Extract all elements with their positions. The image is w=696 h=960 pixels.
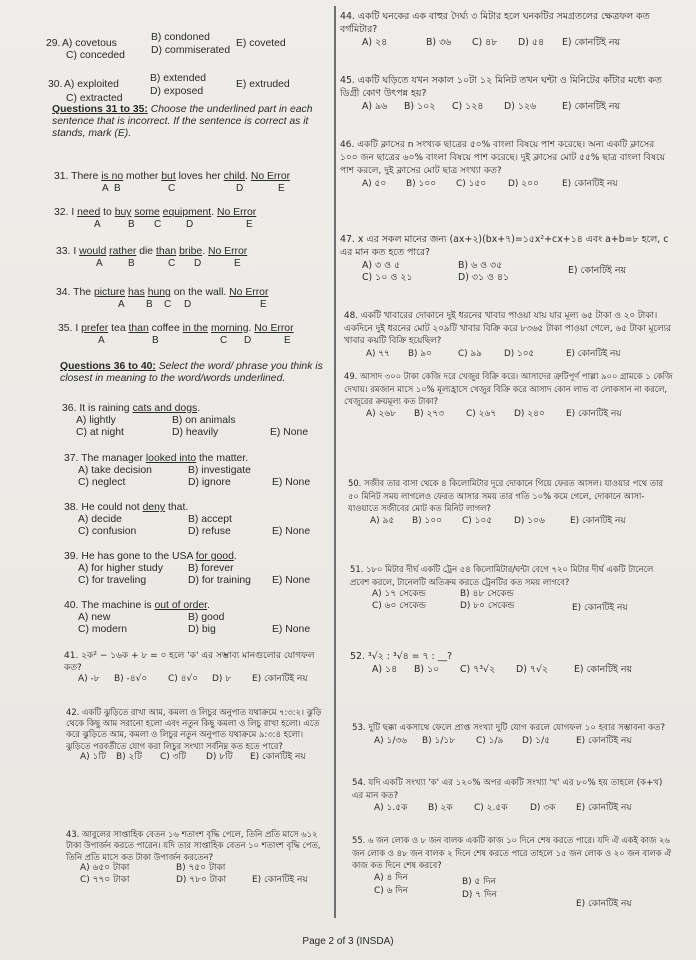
question-37: 37. The manager looked into the matter. A) take decision B) investigate C) neglect D) ignore E) None <box>64 453 311 489</box>
question-47: 47. x এর সকল মানের জন্য (ax+২)(bx+৭)=১৫x²+cx+১৪ এবং a+b=৮ হলে, c এর মান কত হতে পারে? A) ৩ ও ৫ B) ৬ ও ৩৫ C) ১০ ও ২১ D) ৩১ ও ৪১ E) কোনটিই নয় <box>340 234 669 283</box>
question-36: 36. It is raining cats and dogs. A) lightly B) on animals C) at night D) heavily E) None <box>62 403 309 439</box>
answer-letters: A B C D E <box>118 299 267 311</box>
question-48: 48. একটি খাবারের দোকানে দুই ধরনের খাবার পাওয়া যায় যার মূল্য ৬৫ টাকা ও ২০ টাকা। একদিনে দুই ধরনের মোট ২০৯টি খাবার বিক্রি করে ৮৩৬৫ টাকা পাওয়া গেলে, ৬৫ টাকা মূল্যের খাবার কয়টি বিক্রি হয়েছিল? A) ৭৭ B) ৯০ C) ৯৯ D) ১০৫ E) কোনটিই নয় <box>344 311 671 359</box>
question-33: 33. I would rather die than bribe. No Error A B C D E <box>56 246 332 270</box>
question-39: 39. He has gone to the USA for good. A) for higher study B) forever C) for traveling D) for training E) None <box>64 551 311 587</box>
question-55: 55. ৬ জন লোক ও ৮ জন বালক একটি কাজ ১০ দিনে শেষ করতে পারে। যদি ঐ একই কাজ ২৬ জন লোক ও ৪৮ জন বালক ২ দিনে শেষ করতে পারে তাহলে ১৫ জন লোক ও ২০ জন বালক ঐ কাজ কত দিনে শেষ করবে? A) ৪ দিন B) ৫ দিন C) ৬ দিন D) ৭ দিন E) কোনটিই নয় <box>352 835 671 909</box>
question-53: 53. দুটি ছক্কা একসাথে ফেলে প্রাপ্ত সংখ্যা দুটি যোগ করলে যোগফল ১০ হবার সম্ভাবনা কত? A) ১/৩৬ B) ১/১৮ C) ১/৯ D) ১/৫ E) কোনটিই নয় <box>352 723 666 746</box>
question-40: 40. The machine is out of order. A) new B) good C) modern D) big E) None <box>64 600 311 636</box>
question-52: 52. ³√২ : ³√৪ = ৭ : __? A) ১৪ B) ১০ C) ৭³√২ D) ৭√২ E) কোনটিই নয় <box>350 651 633 675</box>
question-34: 34. The picture has hung on the wall. No Error A B C D E <box>56 287 332 311</box>
question-45: 45. একটি ঘড়িতে যখন সকাল ১০টা ১২ মিনিট তখন ঘন্টা ও মিনিটের কাঁটার মধ্যে কত ডিগ্রী কোণ উৎপন্ন হয়? A) ৯৬ B) ১০২ C) ১২৪ D) ১২৬ E) কোনটিই নয় <box>340 75 662 112</box>
question-49: 49. আসাদ ৩০০ টাকা কেজি দরে খেজুর বিক্রি করে। আসাদের ত্রুটিপূর্ণ পাল্লা ৯০০ গ্রামকে ১ কেজি দেখায়। রমজান মাসে ১০% মূল্যহ্রাসে খেজুর বিক্রি করে আসাদ কোন লাভ বা লোকসান না করলে, খেজুরের ক্রয়মূল্য কত টাকা? A) ২৬৮ B) ২৭৩ C) ২৬৭ D) ২৪০ E) কোনটিই নয় <box>344 371 673 419</box>
question-41: 41. ২ক² − ১৬ক + ৮ = ০ হলে 'ক' এর সম্ভাব্য মানগুলোর যোগফল কত? A) -৮ B) -৪√০ C) ৪√০ D) ৮ E) কোনটিই নয় <box>64 651 315 684</box>
instructions-31-35: Questions 31 to 35: Choose the underlined part in each sentence that is incorrect. If the sentence is correct as it stands, mark (E). <box>52 104 313 140</box>
question-46: 46. একটি ক্লাসের n সংখ্যক ছাত্রের ৫০% বাংলা বিষয়ে পাশ করেছে। অন্য একটি ক্লাসের ১০০ জন ছাত্রের ৬০% বাংলা বিষয়ে পাশ করেছে। দুই ক্লাসের মোট ৫৫% ছাত্র বাংলা বিষয়ে পাশ করলে, দুই ক্লাসের মোট ছাত্র সংখ্যা কত? A) ৫০ B) ১০০ C) ১৫০ D) ২০০ E) কোনটিই নয় <box>340 140 665 189</box>
question-51: 51. ১৮০ মিটার দীর্ঘ একটি ট্রেন ৫৪ কিলোমিটার/ঘন্টা বেগে ৭২০ মিটার দীর্ঘ একটি টানেলে প্রবেশ করলে, টানেলটি অতিক্রম করতে ট্রেনটির কত সময় লাগবে? A) ১৭ সেকেন্ড B) ৪৮ সেকেন্ড C) ৬০ সেকেন্ড D) ৮০ সেকেন্ড E) কোনটিই নয় <box>350 564 654 614</box>
question-44: 44. একটি ঘনকের এক বাহুর দৈর্ঘ্য ৩ মিটার হলে ঘনকটির সমগ্রতলের ক্ষেত্রফল কত বর্গমিটার? A) ২৪ B) ৩৬ C) ৪৮ D) ৫৪ E) কোনটিই নয় <box>340 11 650 48</box>
answer-letters: A B C D E <box>96 258 241 270</box>
question-50: 50. সজীব তার বাসা থেকে ৪ কিলোমিটার দূরে দোকানে গিয়ে ফেরত আসল। যাওয়ার পথে তার ৫০ মিনিট সময় লাগলেও ফেরত আসার সময় তার গতি ১০% কমে গেলে, দোকানে আসা-যাওয়াতে সজীবের মোট কত মিনিট লাগল? A) ৯৫ B) ১০০ C) ১০৫ D) ১০৬ E) কোনটিই নয় <box>348 478 664 526</box>
question-43: 43. আবুলের সাপ্তাহিক বেতন ১৬ শতাংশ বৃদ্ধি পেলে, তিনি প্রতি মাসে ৬১২ টাকা উপার্জন করতে পারেন। যদি তার সাপ্তাহিক বেতন ১০ শতাংশ বৃদ্ধি পেত, তিনি প্রতি মাসে কত টাকা উপার্জন করতেন? A) ৬৫০ টাকা B) ৭৫০ টাকা C) ৭৭০ টাকা D) ৭৮০ টাকা E) কোনটিই নয় <box>66 829 321 886</box>
column-divider <box>334 6 336 918</box>
page-footer: Page 2 of 3 (INSDA) <box>302 936 394 947</box>
question-31: 31. There is no mother but loves her child. No Error A B C D E <box>54 171 330 195</box>
exam-page: 29. A) covetous B) condoned C) conceded D) commiserated E) coveted 30. A) exploited B) extended C) extracted D) exposed E) extruded Questions 31 to 35: Choose the underlined part in each sentence that is incorrect. If the sentence is correct as it stands, mark (E). 31. There is no mother but loves her child. No Error A B C D E 32. I need to buy some equipment. No Error A B C D E 33. I would rather die than bribe. No Error A B C D E 34. The picture has hung on the wall. No Error A B C D E 35. I prefer tea than coffee in the morning. No Error A B C D E Questions 36 to 40: Select the word/ phrase you think is closest in meaning to the word/words underlined. 36. It is raining cats and dogs. A) lightly B) on animals C) at night D) heavily E) None 37. The manager looked into the matter. A) take decision B) investigate C) neglect D) ignore E) None 38. He could not deny that. A) decide B) accept C) confusion D) refuse E) None 39. He has gone to the USA for good. A) for higher study B) forever C) for traveling D) for training E) None 40. The machine is out of order. A) new B) good C) modern D) big E) None 41. ২ক² − ১৬ক + ৮ = ০ হলে 'ক' এর সম্ভাব্য মানগুলোর যোগফল কত? A) -৮ B) -৪√০ C) ৪√০ D) ৮ E) কোনটিই নয় 42. একটি ঝুড়িতে রাখা আম, কমলা ও লিচুর অনুপাত যথাক্রমে ৭:৩:২। ঝুড়ি থেকে কিছু আম সরানো হলো এবং নতুন কিছু কমলা ও লিচু রাখা হলো। এতে করে ঝুড়িতে আম, কমলা ও লিচুর নতুন অনুপাত যথাক্রমে ৯:৩:৪ হলো। ঝুড়িতে পরবর্তীতে যোগ করা লিচুর সংখ্যা সর্বনিম্ন কত হতে পারে? A) ১টি B) ২টি C) ৩টি D) ৮টি E) কোনটিই নয় 43. আবুলের সাপ্তাহিক বেতন ১৬ শতাংশ বৃদ্ধি পেলে, তিনি প্রতি মাসে ৬১২ টাকা উপার্জন করতে পারেন। যদি তার সাপ্তাহিক বেতন ১০ শতাংশ বৃদ্ধি পেত, তিনি প্রতি মাসে কত টাকা উপার্জন করতেন? A) ৬৫০ টাকা B) ৭৫০ টাকা C) ৭৭০ টাকা D) ৭৮০ টাকা E) কোনটিই নয় 44. একটি ঘনকের এক বাহুর দৈর্ঘ্য ৩ মিটার হলে ঘনকটির সমগ্রতলের ক্ষেত্রফল কত বর্গমিটার? A) ২৪ B) ৩৬ C) ৪৮ D) ৫৪ E) কোনটিই নয় 45. একটি ঘড়িতে যখন সকাল ১০টা ১২ মিনিট তখন ঘন্টা ও মিনিটের কাঁটার মধ্যে কত ডিগ্রী কোণ উৎপন্ন হয়? A) ৯৬ B) ১০২ C) ১২৪ D) ১২৬ E) কোনটিই নয় 46. একটি ক্লাসের n সংখ্যক ছাত্রের ৫০% বাংলা বিষয়ে পাশ করেছে। অন্য একটি ক্লাসের ১০০ জন ছাত্রের ৬০% বাংলা বিষয়ে পাশ করেছে। দুই ক্লাসের মোট ৫৫% ছাত্র বাংলা বিষয়ে পাশ করলে, দুই ক্লাসের মোট ছাত্র সংখ্যা কত? A) ৫০ B) ১০০ C) ১৫০ D) ২০০ E) কোনটিই নয় 47. x এর সকল মানের জন্য (ax+২)(bx+৭)=১৫x²+cx+১৪ এবং a+b=৮ হলে, c এর মান কত হতে পারে? A) ৩ ও ৫ B) ৬ ও ৩৫ C) ১০ ও ২১ D) ৩১ ও ৪১ E) কোনটিই নয় 48. একটি খাবারের দোকানে দুই ধরনের খাবার পাওয়া যায় যার মূল্য ৬৫ টাকা ও ২০ টাকা। একদিনে দুই ধরনের মোট ২০৯টি খাবার বিক্রি করে ৮৩৬৫ টাকা পাওয়া গেলে, ৬৫ টাকা মূল্যের খাবার কয়টি বিক্রি হয়েছিল? A) ৭৭ B) ৯০ C) ৯৯ D) ১০৫ E) কোনটিই নয় 49. আসাদ ৩০০ টাকা কেজি দরে খেজুর বিক্রি করে। আসাদের ত্রুটিপূর্ণ পাল্লা ৯০০ গ্রামকে ১ কেজি দেখায়। রমজান মাসে ১০% মূল্যহ্রাসে খেজুর বিক্রি করে আসাদ কোন লাভ বা লোকসান না করলে, খেজুরের ক্রয়মূল্য কত টাকা? A) ২৬৮ B) ২৭৩ C) ২৬৭ D) ২৪০ E) কোনটিই নয় 50. সজীব তার বাসা থেকে ৪ কিলোমিটার দূরে দোকানে গিয়ে ফেরত আসল। যাওয়ার পথে তার ৫০ মিনিট সময় লাগলেও ফেরত আসার সময় তার গতি ১০% কমে গেলে, দোকানে আসা-যাওয়াতে সজীবের মোট কত মিনিট লাগল? A) ৯৫ B) ১০০ C) ১০৫ D) ১০৬ E) কোনটিই নয় 51. ১৮০ মিটার দীর্ঘ একটি ট্রেন ৫৪ কিলোমিটার/ঘন্টা বেগে ৭২০ মিটার দীর্ঘ একটি টানেলে প্রবেশ করলে, টানেলটি অতিক্রম করতে ট্রেনটির কত সময় লাগবে? A) ১৭ সেকেন্ড B) ৪৮ সেকেন্ড C) ৬০ সেকেন্ড D) ৮০ সেকেন্ড E) কোনটিই নয় 52. ³√২ : ³√৪ = ৭ : __? A) ১৪ B) ১০ C) ৭³√২ D) ৭√২ E) কোনটিই নয় 53. দুটি ছক্কা একসাথে ফেলে প্রাপ্ত সংখ্যা দুটি যোগ করলে যোগফল ১০ হবার সম্ভাবনা কত? A) ১/৩৬ B) ১/১৮ C) ১/৯ D) ১/৫ E) কোনটিই নয় 54. যদি একটি সংখ্যা 'ক' এর ১২০% অপর একটি সংখ্যা 'খ' এর ৮০% হয় তাহলে (ক+খ) এর মান কত? A) ১.৫ক B) ২ক C) ২.৫ক D) ৩ক E) কোনটিই নয় 55. ৬ জন লোক ও ৮ জন বালক একটি কাজ ১০ দিনে শেষ করতে পারে। যদি ঐ একই কাজ ২৬ জন লোক ও ৪৮ জন বালক ২ দিনে শেষ করতে পারে তাহলে ১৫ জন লোক ও ২০ জন বালক ঐ কাজ কত দিনে শেষ করবে? A) ৪ দিন B) ৫ দিন C) ৬ দিন D) ৭ দিন E) কোনটিই নয় Page 2 of 3 (INSDA) <box>0 0 696 960</box>
answer-letters: A B C D E <box>94 219 253 231</box>
question-32: 32. I need to buy some equipment. No Error A B C D E <box>54 207 330 231</box>
question-38: 38. He could not deny that. A) decide B) accept C) confusion D) refuse E) None <box>64 502 311 538</box>
question-42: 42. একটি ঝুড়িতে রাখা আম, কমলা ও লিচুর অনুপাত যথাক্রমে ৭:৩:২। ঝুড়ি থেকে কিছু আম সরানো হলো এবং নতুন কিছু কমলা ও লিচু রাখা হলো। এতে করে ঝুড়িতে আম, কমলা ও লিচুর নতুন অনুপাত যথাক্রমে ৯:৩:৪ হলো। ঝুড়িতে পরবর্তীতে যোগ করা লিচুর সংখ্যা সর্বনিম্ন কত হতে পারে? A) ১টি B) ২টি C) ৩টি D) ৮টি E) কোনটিই নয় <box>66 707 322 762</box>
question-54: 54. যদি একটি সংখ্যা 'ক' এর ১২০% অপর একটি সংখ্যা 'খ' এর ৮০% হয় তাহলে (ক+খ) এর মান কত? A) ১.৫ক B) ২ক C) ২.৫ক D) ৩ক E) কোনটিই নয় <box>352 778 663 814</box>
instructions-36-40: Questions 36 to 40: Select the word/ phrase you think is closest in meaning to the word/words underlined. <box>60 361 323 385</box>
answer-letters: A B C D E <box>98 335 291 347</box>
question-35: 35. I prefer tea than coffee in the morning. No Error A B C D E <box>58 323 334 347</box>
answer-letters: A B C D E <box>102 183 285 195</box>
